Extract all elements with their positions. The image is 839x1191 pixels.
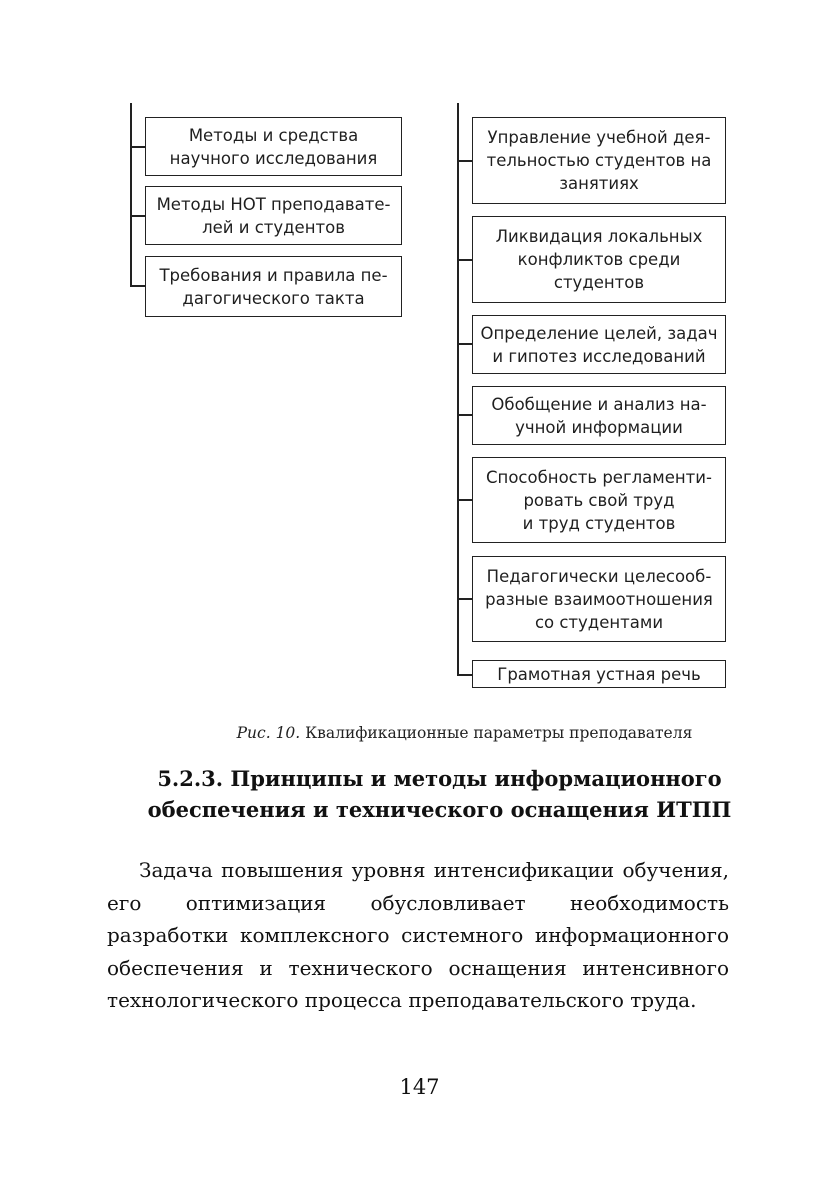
right-tree-connector: [457, 414, 472, 416]
left-tree-connector: [130, 215, 145, 217]
diagram-box-left: Требования и правила пе- дагогического такта: [145, 256, 402, 317]
right-tree-connector: [457, 343, 472, 345]
diagram-box-left: Методы и средства научного исследования: [145, 117, 402, 176]
page-number: 147: [399, 1075, 440, 1099]
diagram-box-right: Педагогически целесооб- разные взаимоотношения со студентами: [472, 556, 726, 642]
diagram-box-right: Способность регламенти- ровать свой труд и труд студентов: [472, 457, 726, 543]
right-tree-rail: [457, 103, 459, 675]
figure-caption: [0, 724, 839, 742]
right-tree-connector: [457, 259, 472, 261]
section-heading: 5.2.3. Принципы и методы информационного обеспечения и технического оснащения ИТПП: [147, 766, 732, 822]
body-paragraph: Задача повышения уровня интенсификации обучения, его оптимизация обусловливает необходимость разработки комплексного системного информационного обеспечения и технического оснащения интенсивного технологического процесса преподавательского труда.: [107, 858, 729, 1012]
figure-caption-text: Квалификационные параметры преподавателя: [300, 724, 693, 742]
left-tree-connector: [130, 285, 145, 287]
left-tree-rail: [130, 103, 132, 286]
diagram-box-right: Обобщение и анализ на- учной информации: [472, 386, 726, 445]
left-tree-connector: [130, 146, 145, 148]
right-tree-connector: [457, 160, 472, 162]
right-tree-connector: [457, 499, 472, 501]
diagram-box-right: Определение целей, задач и гипотез исследований: [472, 315, 726, 374]
diagram-box-right: Ликвидация локальных конфликтов среди студентов: [472, 216, 726, 303]
right-tree-connector: [457, 674, 472, 676]
right-tree-connector: [457, 598, 472, 600]
diagram-box-left: Методы НОТ преподавате- лей и студентов: [145, 186, 402, 245]
diagram-box-right: Управление учебной дея- тельностью студентов на занятиях: [472, 117, 726, 204]
figure-caption-label: Рис. 10.: [236, 724, 301, 742]
diagram-box-right: Грамотная устная речь: [472, 660, 726, 688]
